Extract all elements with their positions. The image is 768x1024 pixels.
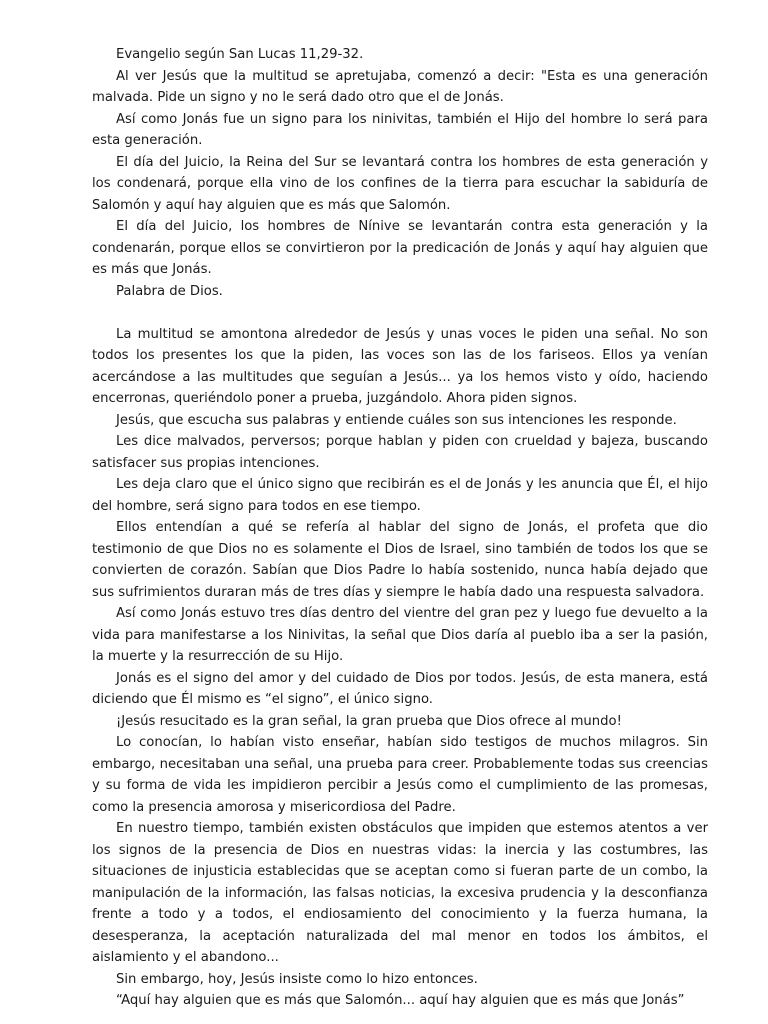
- reflection-paragraph: Así como Jonás estuvo tres días dentro del vientre del gran pez y luego fue devuelto a la vida para manifestarse a los Ninivitas, la señal que Dios daría al pueblo iba a ser la pasión, la muerte y la resurrección de su Hijo.: [92, 606, 708, 664]
- reflection-quote: “Aquí hay alguien que es más que Salomón... aquí hay alguien que es más que Jonás”: [116, 993, 685, 1008]
- reflection-paragraph: Ellos entendían a qué se refería al hablar del signo de Jonás, el profeta que dio testimonio de que Dios no es solamente el Dios de Israel, sino también de todos los que se convierten de corazón. Sabían que Dios Padre lo había sostenido, nunca había dejado que sus sufrimientos duraran más de tres días y siempre le había dado una respuesta salvadora.: [92, 520, 708, 600]
- document-body: [92, 44, 708, 1012]
- section-gap: [92, 302, 708, 324]
- gospel-reference: Evangelio según San Lucas 11,29-32.: [116, 47, 364, 62]
- gospel-paragraph: Al ver Jesús que la multitud se apretujaba, comenzó a decir: "Esta es una generación malvada. Pide un signo y no le será dado otro que el de Jonás.: [92, 68, 708, 105]
- gospel-paragraph: Así como Jonás fue un signo para los ninivitas, también el Hijo del hombre lo será para esta generación.: [92, 111, 708, 148]
- reflection-paragraph: Jonás es el signo del amor y del cuidado de Dios por todos. Jesús, de esta manera, está diciendo que Él mismo es “el signo”, el único signo.: [92, 670, 708, 707]
- gospel-paragraph: El día del Juicio, la Reina del Sur se levantará contra los hombres de esta generación y los condenará, porque ella vino de los confines de la tierra para escuchar la sabiduría de Salomón y aquí hay alguien que es más que Salomón.: [92, 154, 708, 213]
- reflection-paragraph: Sin embargo, hoy, Jesús insiste como lo hizo entonces.: [116, 971, 478, 987]
- reflection-paragraph: Lo conocían, lo habían visto enseñar, habían sido testigos de muchos milagros. Sin embargo, necesitaban una señal, una prueba para creer. Probablemente todas sus creencias y su forma de vida les impidieron percibir a Jesús como el cumplimiento de las promesas, como la presencia amorosa y misericordiosa del Padre.: [92, 735, 708, 815]
- reflection-paragraph: Les dice malvados, perversos; porque hablan y piden con crueldad y bajeza, buscando satisfacer sus propias intenciones.: [92, 434, 708, 471]
- reflection-paragraph: En nuestro tiempo, también existen obstáculos que impiden que estemos atentos a ver los signos de la presencia de Dios en nuestras vidas: la inercia y las costumbres, las situaciones de injusticia establecidas que se aceptan como si fueran parte de un combo, la manipulación de la información, las falsas noticias, la excesiva prudencia y la desconfianza frente a todo y a todos, el endiosamiento del conocimiento y la fuerza humana, la desesperanza, la aceptación naturalizada del mal menor en todos los ámbitos, el aislamiento y el abandono...: [92, 821, 708, 965]
- reflection-paragraph: Jesús, que escucha sus palabras y entiende cuáles son sus intenciones les responde.: [116, 412, 677, 428]
- gospel-closing: Palabra de Dios.: [116, 283, 223, 299]
- reflection-paragraph: La multitud se amontona alrededor de Jesús y unas voces le piden una señal. No son todos los presentes los que la piden, las voces son las de los fariseos. Ellos ya venían acercándose a las multitudes que seguían a Jesús... ya los hemos visto y oído, haciendo encerronas, queriéndolo poner a prueba, juzgándolo. Ahora piden signos.: [92, 326, 708, 406]
- reflection-paragraph: ¡Jesús resucitado es la gran señal, la gran prueba que Dios ofrece al mundo!: [116, 713, 622, 729]
- reflection-paragraph: Les deja claro que el único signo que recibirán es el de Jonás y les anuncia que Él, el hijo del hombre, será signo para todos en ese tiempo.: [92, 477, 708, 514]
- gospel-paragraph: El día del Juicio, los hombres de Nínive se levantarán contra esta generación y la condenarán, porque ellos se convirtieron por la predicación de Jonás y aquí hay alguien que es más que Jonás.: [92, 219, 708, 277]
